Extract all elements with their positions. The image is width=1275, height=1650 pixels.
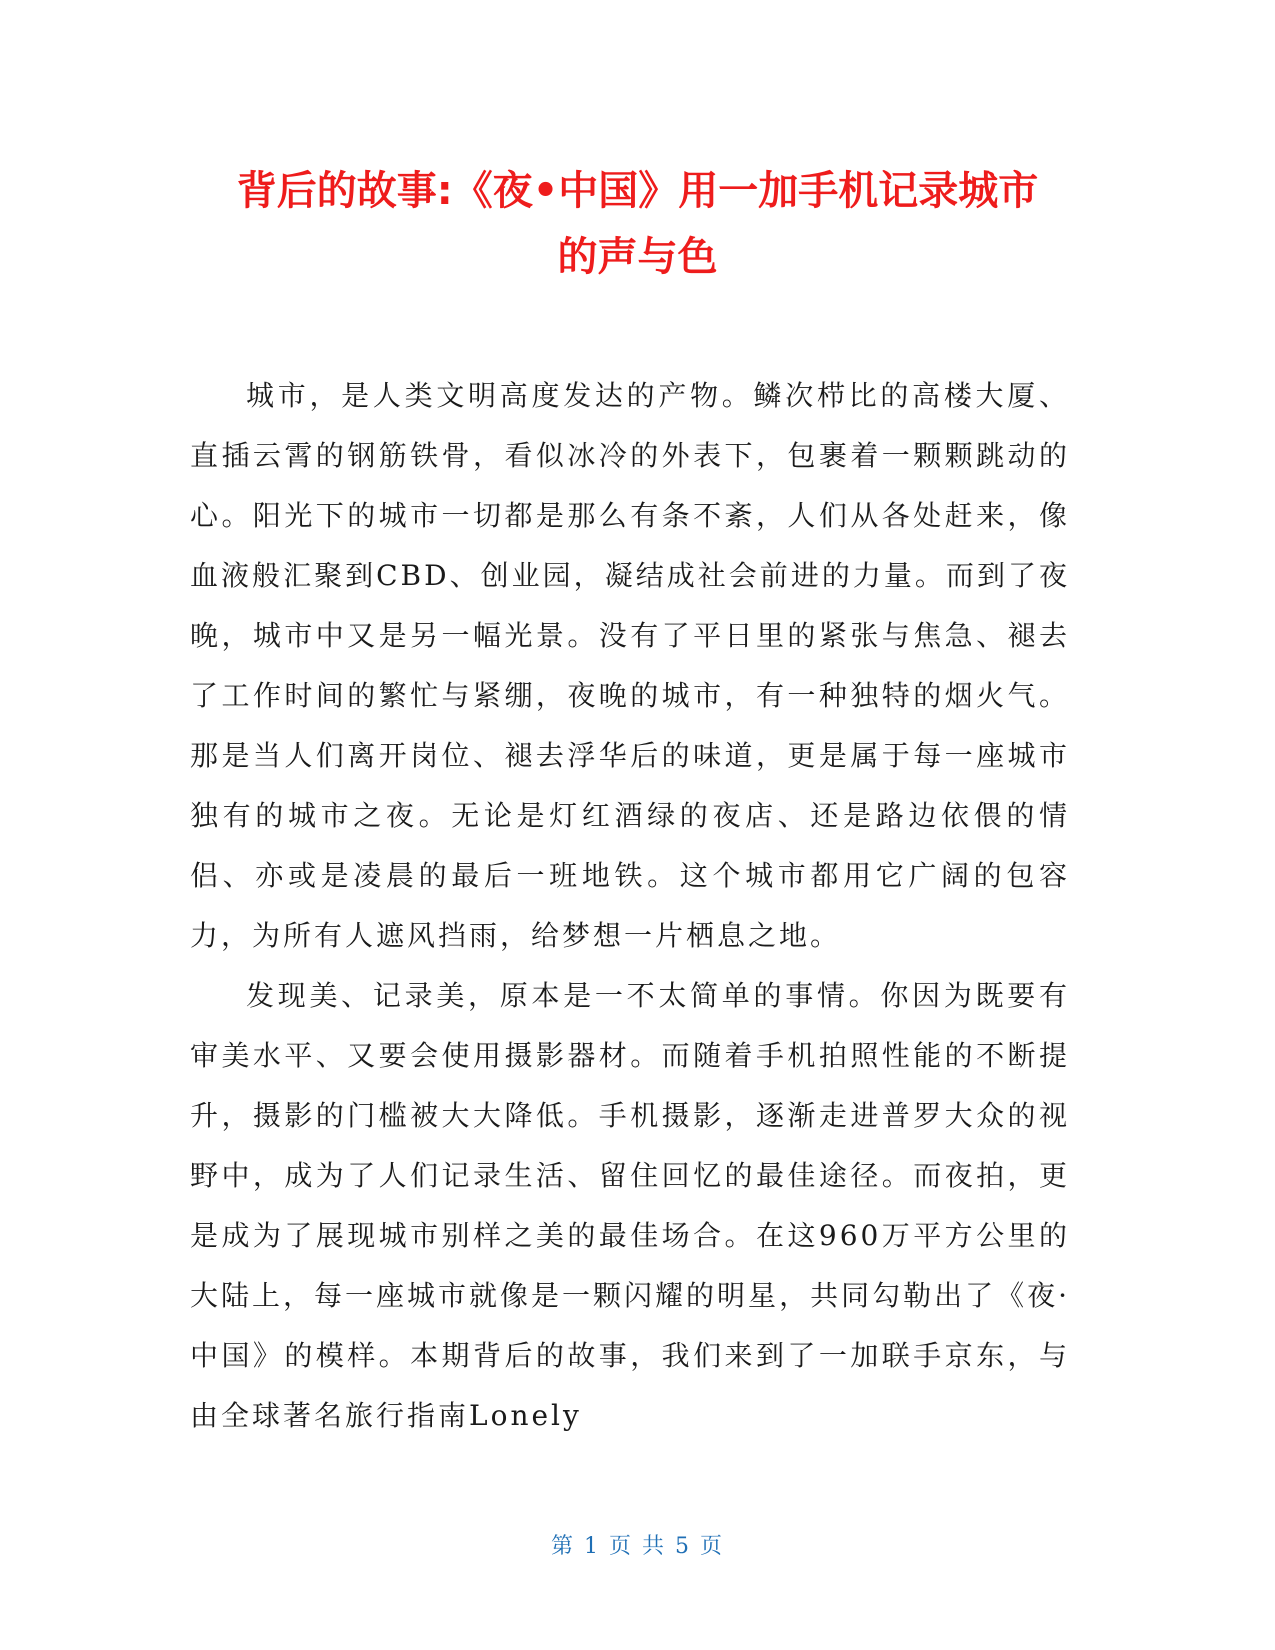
page-footer: 第 1 页 共 5 页 bbox=[551, 1534, 724, 1559]
paragraph-1: 城市，是人类文明高度发达的产物。鳞次栉比的高楼大厦、直插云霄的钢筋铁骨，看似冰冷的外表下，包裹着一颗颗跳动的心。阳光下的城市一切都是那么有条不紊，人们从各处赶来，像血液般汇聚到CBD、创业园，凝结成社会前进的力量。而到了夜晚，城市中又是另一幅光景。没有了平日里的紧张与焦急、褪去了工作时间的繁忙与紧绷，夜晚的城市，有一种独特的烟火气。那是当人们离开岗位、褪去浮华后的味道，更是属于每一座城市独有的城市之夜。无论是灯红酒绿的夜店、还是路边依偎的情侣、亦或是凌晨的最后一班地铁。这个城市都用它广阔的包容力，为所有人遮风挡雨，给梦想一片栖息之地。 bbox=[190, 379, 1070, 952]
title-line-1: 背后的故事:《夜•中国》用一加手机记录城市 bbox=[236, 168, 1039, 214]
paragraph-2: 发现美、记录美，原本是一不太简单的事情。你因为既要有审美水平、又要会使用摄影器材。而随着手机拍照性能的不断提升，摄影的门槛被大大降低。手机摄影，逐渐走进普罗大众的视野中，成为了人们记录生活、留住回忆的最佳途径。而夜拍，更是成为了展现城市别样之美的最佳场合。在这960万平方公里的大陆上，每一座城市就像是一颗闪耀的明星，共同勾勒出了《夜·中国》的模样。本期背后的故事，我们来到了一加联手京东，与由全球著名旅行指南Lonely bbox=[190, 979, 1070, 1432]
document-body bbox=[190, 366, 1070, 1446]
title-line-2: 的声与色 bbox=[557, 234, 718, 280]
document-title bbox=[150, 158, 1125, 290]
